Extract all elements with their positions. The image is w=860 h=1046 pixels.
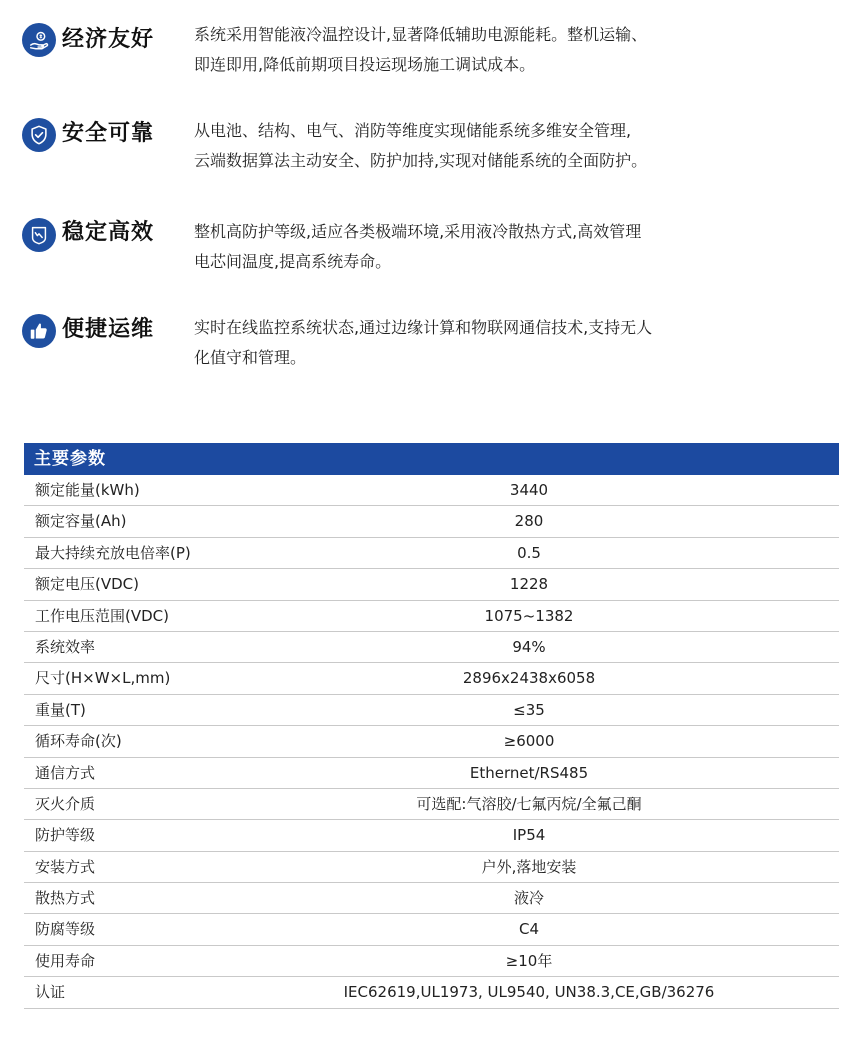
spec-row <box>24 946 839 977</box>
spec-label: 重量(T) <box>35 700 86 719</box>
spec-label: 循环寿命(次) <box>35 732 122 751</box>
spec-row <box>24 852 839 883</box>
spec-value: IEC62619,UL1973, UL9540, UN38.3,CE,GB/36276 <box>343 983 715 1002</box>
spec-label: 安装方式 <box>35 857 96 876</box>
spec-value: 可选配:气溶胶/七氟丙烷/全氟己酮 <box>416 794 642 813</box>
spec-label: 额定电压(VDC) <box>35 575 139 594</box>
spec-row <box>24 663 839 694</box>
description-line: 电芯间温度,提高系统寿命。 <box>194 252 392 271</box>
spec-label: 使用寿命 <box>35 951 96 970</box>
spec-table-header: 主要参数 <box>24 443 839 475</box>
spec-row <box>24 820 839 851</box>
spec-label: 防护等级 <box>35 826 96 845</box>
description-line: 实时在线监控系统状态,通过边缘计算和物联网通信技术,支持无人 <box>194 318 653 337</box>
spec-value: ≥10年 <box>505 951 553 970</box>
spec-value: 1075~1382 <box>484 606 574 625</box>
description-line: 云端数据算法主动安全、防护加持,实现对储能系统的全面防护。 <box>194 151 648 170</box>
spec-label: 通信方式 <box>35 763 96 782</box>
spec-row <box>24 475 839 506</box>
spec-value: 1228 <box>509 575 549 594</box>
spec-value: ≤35 <box>513 700 545 719</box>
spec-row <box>24 538 839 569</box>
spec-label: 认证 <box>35 983 66 1002</box>
stable-efficiency-icon <box>22 218 56 252</box>
spec-label: 工作电压范围(VDC) <box>35 606 169 625</box>
description-line: 即连即用,降低前期项目投运现场施工调试成本。 <box>194 55 536 74</box>
spec-table-body <box>24 475 839 1009</box>
spec-label: 最大持续充放电倍率(P) <box>35 543 191 562</box>
feature-title: 经济友好 <box>62 27 155 52</box>
feature-description <box>194 20 714 80</box>
spec-table <box>24 443 839 1009</box>
spec-row <box>24 632 839 663</box>
money-hand-icon <box>22 23 56 57</box>
spec-value: 280 <box>514 512 544 531</box>
spec-value: 2896x2438x6058 <box>462 669 596 688</box>
feature-description <box>194 116 714 176</box>
description-line: 系统采用智能液冷温控设计,显著降低辅助电源能耗。整机运输、 <box>194 25 648 44</box>
spec-label: 尺寸(H×W×L,mm) <box>35 669 171 688</box>
thumbs-up-icon <box>22 314 56 348</box>
spec-value: 0.5 <box>517 543 541 562</box>
spec-row <box>24 789 839 820</box>
feature-title: 稳定高效 <box>62 220 155 245</box>
spec-value: Ethernet/RS485 <box>469 763 589 782</box>
shield-check-icon <box>22 118 56 152</box>
feature-title: 便捷运维 <box>62 317 155 342</box>
spec-row <box>24 506 839 537</box>
spec-label: 系统效率 <box>35 637 96 656</box>
description-line: 从电池、结构、电气、消防等维度实现储能系统多维安全管理, <box>194 121 632 140</box>
feature-description <box>194 313 714 373</box>
spec-label: 额定容量(Ah) <box>35 512 127 531</box>
spec-label: 额定能量(kWh) <box>35 481 140 499</box>
spec-row <box>24 883 839 914</box>
feature-title: 安全可靠 <box>62 121 155 146</box>
spec-value: 3440 <box>509 481 549 499</box>
spec-value: IP54 <box>512 826 546 845</box>
feature-description <box>194 217 714 277</box>
spec-value: 户外,落地安装 <box>481 857 577 876</box>
spec-value: ≥6000 <box>503 732 555 751</box>
spec-row <box>24 601 839 632</box>
spec-value: C4 <box>518 920 540 939</box>
spec-value: 94% <box>512 637 546 656</box>
spec-value: 液冷 <box>513 889 544 908</box>
spec-row <box>24 758 839 789</box>
spec-label: 散热方式 <box>35 889 96 908</box>
spec-label: 防腐等级 <box>35 920 96 939</box>
spec-row <box>24 726 839 757</box>
spec-row <box>24 569 839 600</box>
spec-row <box>24 977 839 1008</box>
spec-row <box>24 914 839 945</box>
spec-label: 灭火介质 <box>35 794 96 813</box>
description-line: 整机高防护等级,适应各类极端环境,采用液冷散热方式,高效管理 <box>194 222 642 241</box>
spec-row <box>24 695 839 726</box>
description-line: 化值守和管理。 <box>194 348 307 367</box>
